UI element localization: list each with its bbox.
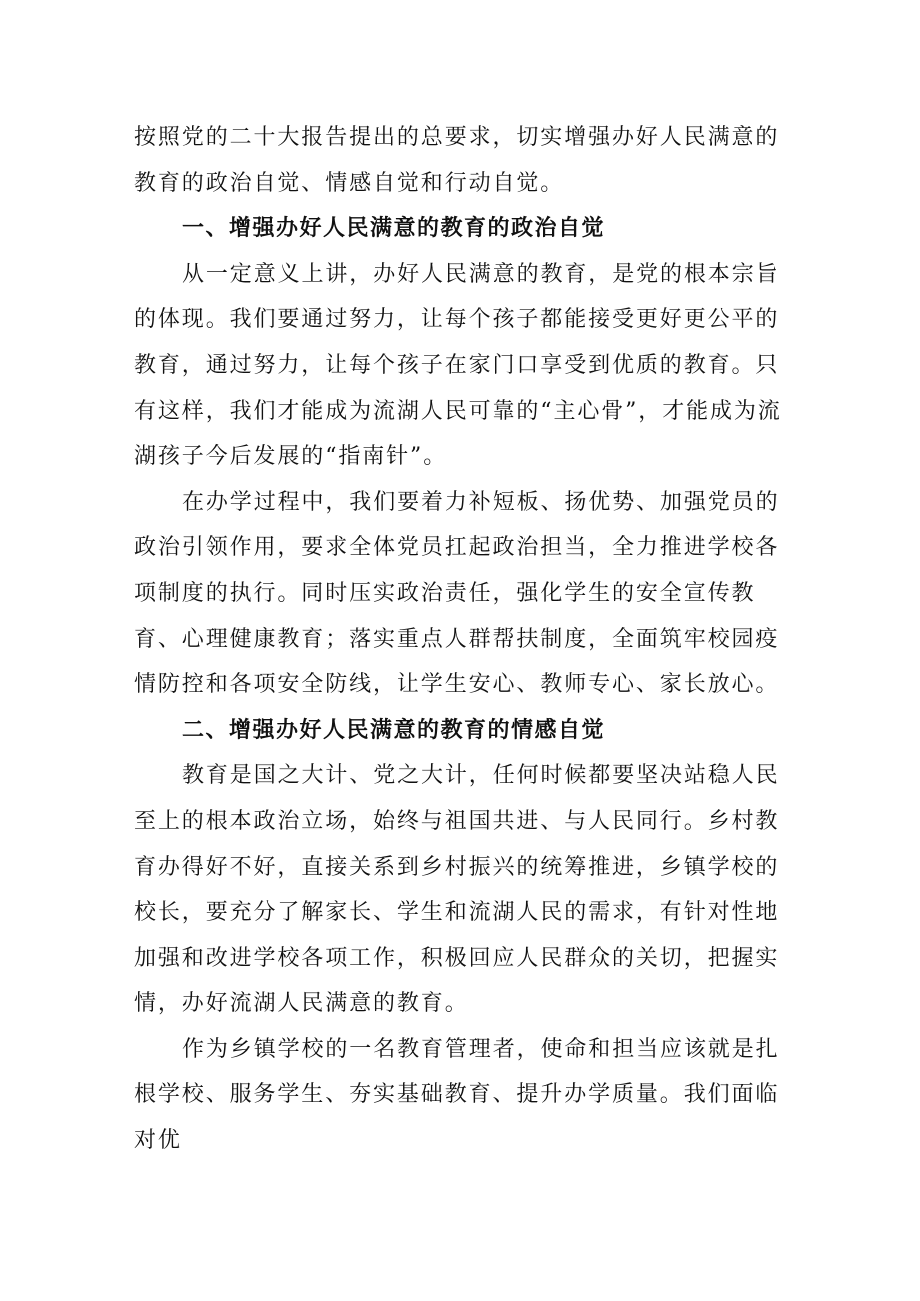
paragraph-political-2: 在办学过程中，我们要着力补短板、扬优势、加强党员的政治引领作用，要求全体党员扛起政治担当，全力推进学校各项制度的执行。同时压实政治责任，强化学生的安全宣传教育、心理健康教育；落实重点人群帮扶制度，全面筑牢校园疫情防控和各项安全防线，让学生安心、教师专心、家长放心。 (134, 489, 780, 698)
paragraph-emotional-2: 作为乡镇学校的一名教育管理者，使命和担当应该就是扎根学校、服务学生、夯实基础教育、提升办学质量。我们面临对优 (134, 1036, 780, 1154)
section-heading-political: 一、增强办好人民满意的教育的政治自觉 (182, 216, 606, 242)
paragraph-emotional-1: 教育是国之大计、党之大计，任何时候都要坚决站稳人民至上的根本政治立场，始终与祖国共进、与人民同行。乡村教育办得好不好，直接关系到乡村振兴的统筹推进，乡镇学校的校长，要充分了解家长、学生和流湖人民的需求，有针对性地加强和改进学校各项工作，积极回应人民群众的关切，把握实情，办好流湖人民满意的教育。 (134, 763, 780, 1017)
paragraph-intro: 按照党的二十大报告提出的总要求，切实增强办好人民满意的教育的政治自觉、情感自觉和行动自觉。 (134, 125, 780, 196)
paragraph-political-1: 从一定意义上讲，办好人民满意的教育，是党的根本宗旨的体现。我们要通过努力，让每个孩子都能接受更好更公平的教育，通过努力，让每个孩子在家门口享受到优质的教育。只有这样，我们才能成为流湖人民可靠的“主心骨”，才能成为流湖孩子今后发展的“指南针”。 (134, 261, 782, 470)
document-body (134, 115, 794, 1164)
section-heading-emotional: 二、增强办好人民满意的教育的情感自觉 (182, 717, 606, 743)
